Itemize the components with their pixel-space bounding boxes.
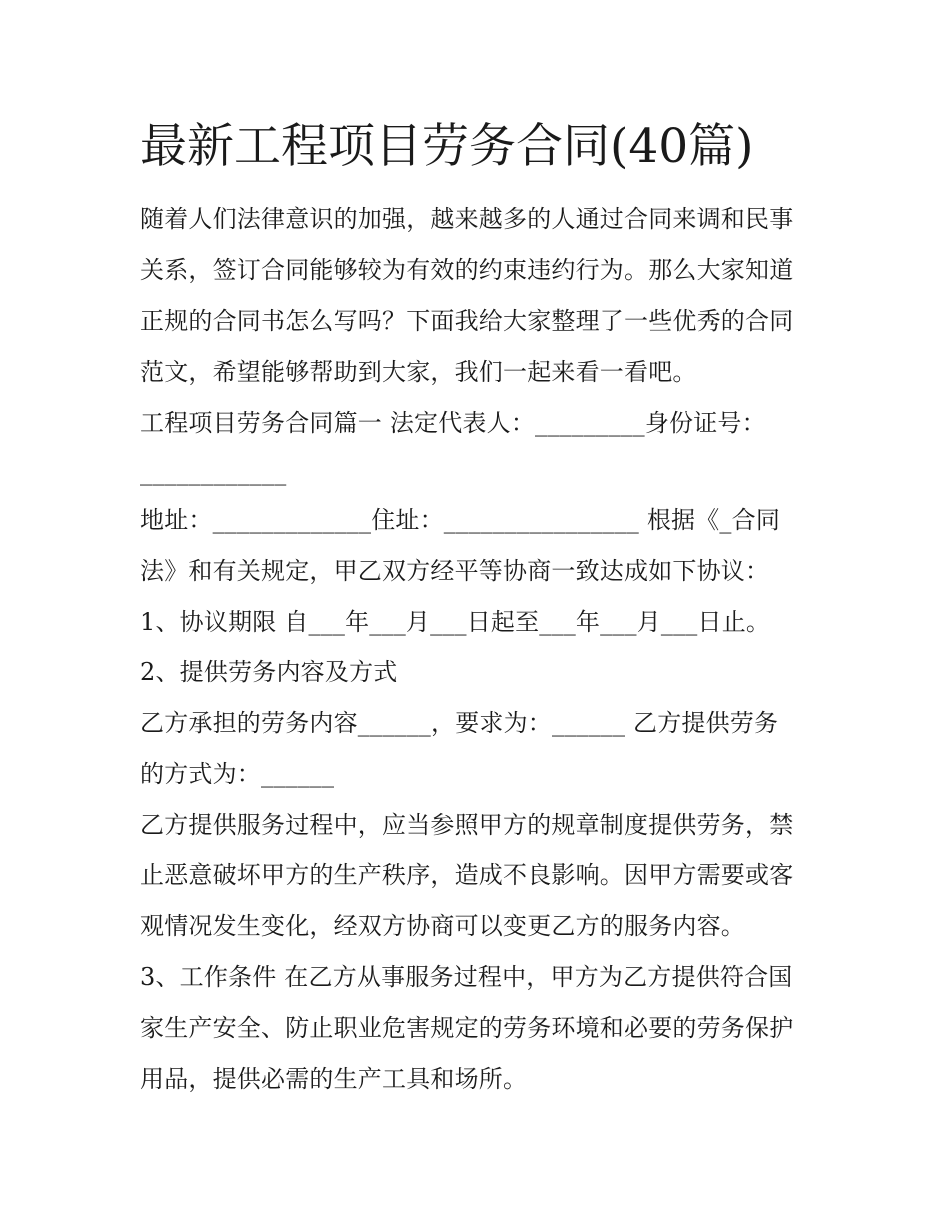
paragraph-line: 关系，签订合同能够较为有效的约束违约行为。那么大家知道 bbox=[140, 256, 794, 284]
paragraph-line: 3、工作条件 在乙方从事服务过程中，甲方为乙方提供符合国 bbox=[140, 963, 793, 991]
paragraph-line: 工程项目劳务合同篇一 法定代表人：_________身份证号： bbox=[140, 409, 766, 437]
paragraph-line: 地址：_____________住址：________________ 根据《_合同 bbox=[140, 506, 781, 534]
paragraph-line: 乙方提供服务过程中，应当参照甲方的规章制度提供劳务，禁 bbox=[140, 811, 794, 839]
paragraph-line: 范文，希望能够帮助到大家，我们一起来看一看吧。 bbox=[140, 358, 697, 386]
document-title: 最新工程项目劳务合同(40篇) bbox=[140, 119, 754, 174]
paragraph-line: 法》和有关规定，甲乙双方经平等协商一致达成如下协议： bbox=[140, 557, 770, 585]
paragraph-line: 家生产安全、防止职业危害规定的劳务环境和必要的劳务保护 bbox=[140, 1014, 794, 1042]
paragraph-line: ____________ bbox=[140, 458, 287, 486]
paragraph-line: 随着人们法律意识的加强，越来越多的人通过合同来调和民事 bbox=[140, 205, 794, 233]
paragraph-line: 止恶意破坏甲方的生产秩序，造成不良影响。因甲方需要或客 bbox=[140, 861, 794, 889]
paragraph-line: 观情况发生变化，经双方协商可以变更乙方的服务内容。 bbox=[140, 912, 745, 940]
paragraph-line: 2、提供劳务内容及方式 bbox=[140, 658, 398, 686]
paragraph-line: 用品，提供必需的生产工具和场所。 bbox=[140, 1065, 528, 1093]
paragraph-line: 的方式为：______ bbox=[140, 760, 335, 788]
paragraph-line: 1、协议期限 自___年___月___日起至___年___月___日止。 bbox=[140, 608, 771, 636]
paragraph-line: 乙方承担的劳务内容______，要求为：______ 乙方提供劳务 bbox=[140, 709, 779, 737]
paragraph-line: 正规的合同书怎么写吗？下面我给大家整理了一些优秀的合同 bbox=[140, 307, 794, 335]
